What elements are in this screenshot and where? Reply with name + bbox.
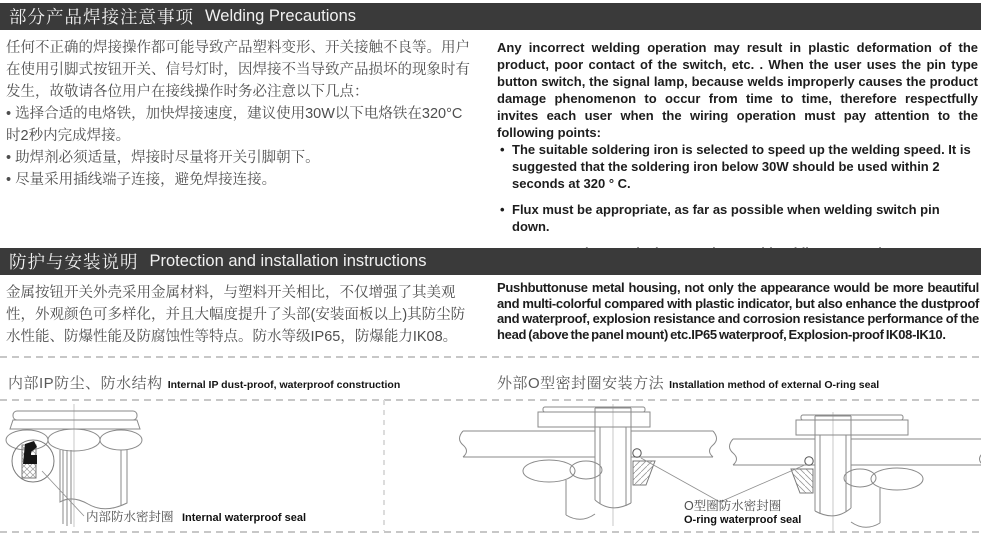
protection-title-en: Protection and installation instructions — [149, 252, 427, 270]
nut-lobe-right — [100, 430, 142, 450]
internal-ip-diagram-title — [8, 372, 400, 393]
protection-chinese-text: 金属按钮开关外壳采用金属材料，与塑料开关相比，不仅增强了其美观性，外观颜色可多样化，并且大幅度提升了头部(安装面板以上)其防尘防水性能、防爆性能及防腐蚀性等特点。防水等级IP65，防爆能力IK08。 — [6, 285, 466, 345]
head-flange — [538, 412, 650, 427]
internal-seal-callout — [86, 507, 306, 526]
oring-title-cn: 外部O型密封圈安装方法 — [497, 375, 665, 392]
cn-bullet-flux: • 助焊剂必须适量，焊接时尽量将开关引脚朝下。 — [6, 147, 472, 169]
internal-ip-title-en: Internal IP dust-proof, waterproof construction — [167, 379, 401, 391]
panel-break-right — [710, 431, 717, 457]
welding-chinese-bullets — [6, 103, 472, 191]
cn-bullet-terminal: • 尽量采用插线端子连接，避免焊接连接。 — [6, 169, 472, 191]
welding-precautions-header — [0, 3, 981, 30]
oring-callout-cn: O型圈防水密封圈 — [684, 499, 782, 513]
welding-english-intro: Any incorrect welding operation may result in plastic deformation of the product, poor contact of the switch, etc. . When the user uses the pin type button switch, the signal lamp, because welds improperly causes the product damage phenomenon to occur from time to time, therefore respectfully invites each user when the wiring operation must pay attention to the following points: — [497, 40, 978, 140]
oring-callout — [684, 500, 801, 526]
en-bullet-soldering-iron: • The suitable soldering iron is selected to speed up the welding speed. It is suggested that the soldering iron below 30W should be used within 2 seconds at 320 ° C. — [497, 141, 978, 192]
protection-title-cn: 防护与安装说明 — [9, 252, 139, 272]
oring-callout-en: O-ring waterproof seal — [684, 513, 802, 526]
cn-bullet-soldering-iron: • 选择合适的电烙铁，加快焊接速度，建议使用30W以下电烙铁在320°C时2秒内完成焊接。 — [6, 103, 472, 147]
protection-installation-header — [0, 248, 981, 275]
welding-chinese-intro: 任何不正确的焊接操作都可能导致产品塑料变形、开关接触不良等。用户在使用引脚式按钮开关、信号灯时，因焊接不当导致产品损坏的现象时有发生，故敬请各位用户在接线操作时务必注意以下几点： — [6, 40, 470, 100]
internal-seal-callout-en: Internal waterproof seal — [181, 512, 307, 524]
oring-title-en: Installation method of external O-ring seal — [669, 379, 880, 391]
oring-cross-section — [633, 449, 641, 457]
dashed-separator-top — [0, 356, 981, 358]
oring-diagram-title — [497, 372, 879, 393]
button-cap — [13, 411, 137, 420]
en-bullet-flux: • Flux must be appropriate, as far as possible when welding switch pin down. — [497, 201, 978, 235]
welding-chinese-column — [6, 37, 472, 191]
panel-mount-view — [460, 404, 717, 526]
cap-flange — [10, 420, 140, 429]
lower-body-break — [566, 514, 595, 519]
mount-nut-outer — [523, 460, 575, 482]
oring-install-diagram — [383, 400, 981, 533]
panel-section-hatch — [633, 461, 655, 485]
internal-ip-title-cn: 内部IP防尘、防水结构 — [8, 375, 163, 392]
welding-precautions-title-en: Welding Precautions — [205, 7, 357, 25]
welding-precautions-title-cn: 部分产品焊接注意事项 — [9, 7, 194, 27]
protection-chinese-column — [6, 282, 472, 348]
welding-english-column — [497, 39, 978, 270]
panel-break-left — [460, 431, 467, 457]
welding-english-bullets — [497, 141, 978, 261]
protection-english-column — [497, 280, 979, 342]
protection-english-text: Pushbuttonuse metal housing, not only the appearance would be more beautiful and multi-colorful compared with plastic indicator, but also enhance the dustproof and waterproof, explosion resistance and corrosion resistance performance of the head (above the panel mount) etc.IP65 waterproof, Explosion-proof IK08-IK10. — [497, 280, 979, 342]
internal-seal-callout-cn: 内部防水密封圈 — [86, 510, 174, 524]
switch-body — [60, 450, 127, 509]
